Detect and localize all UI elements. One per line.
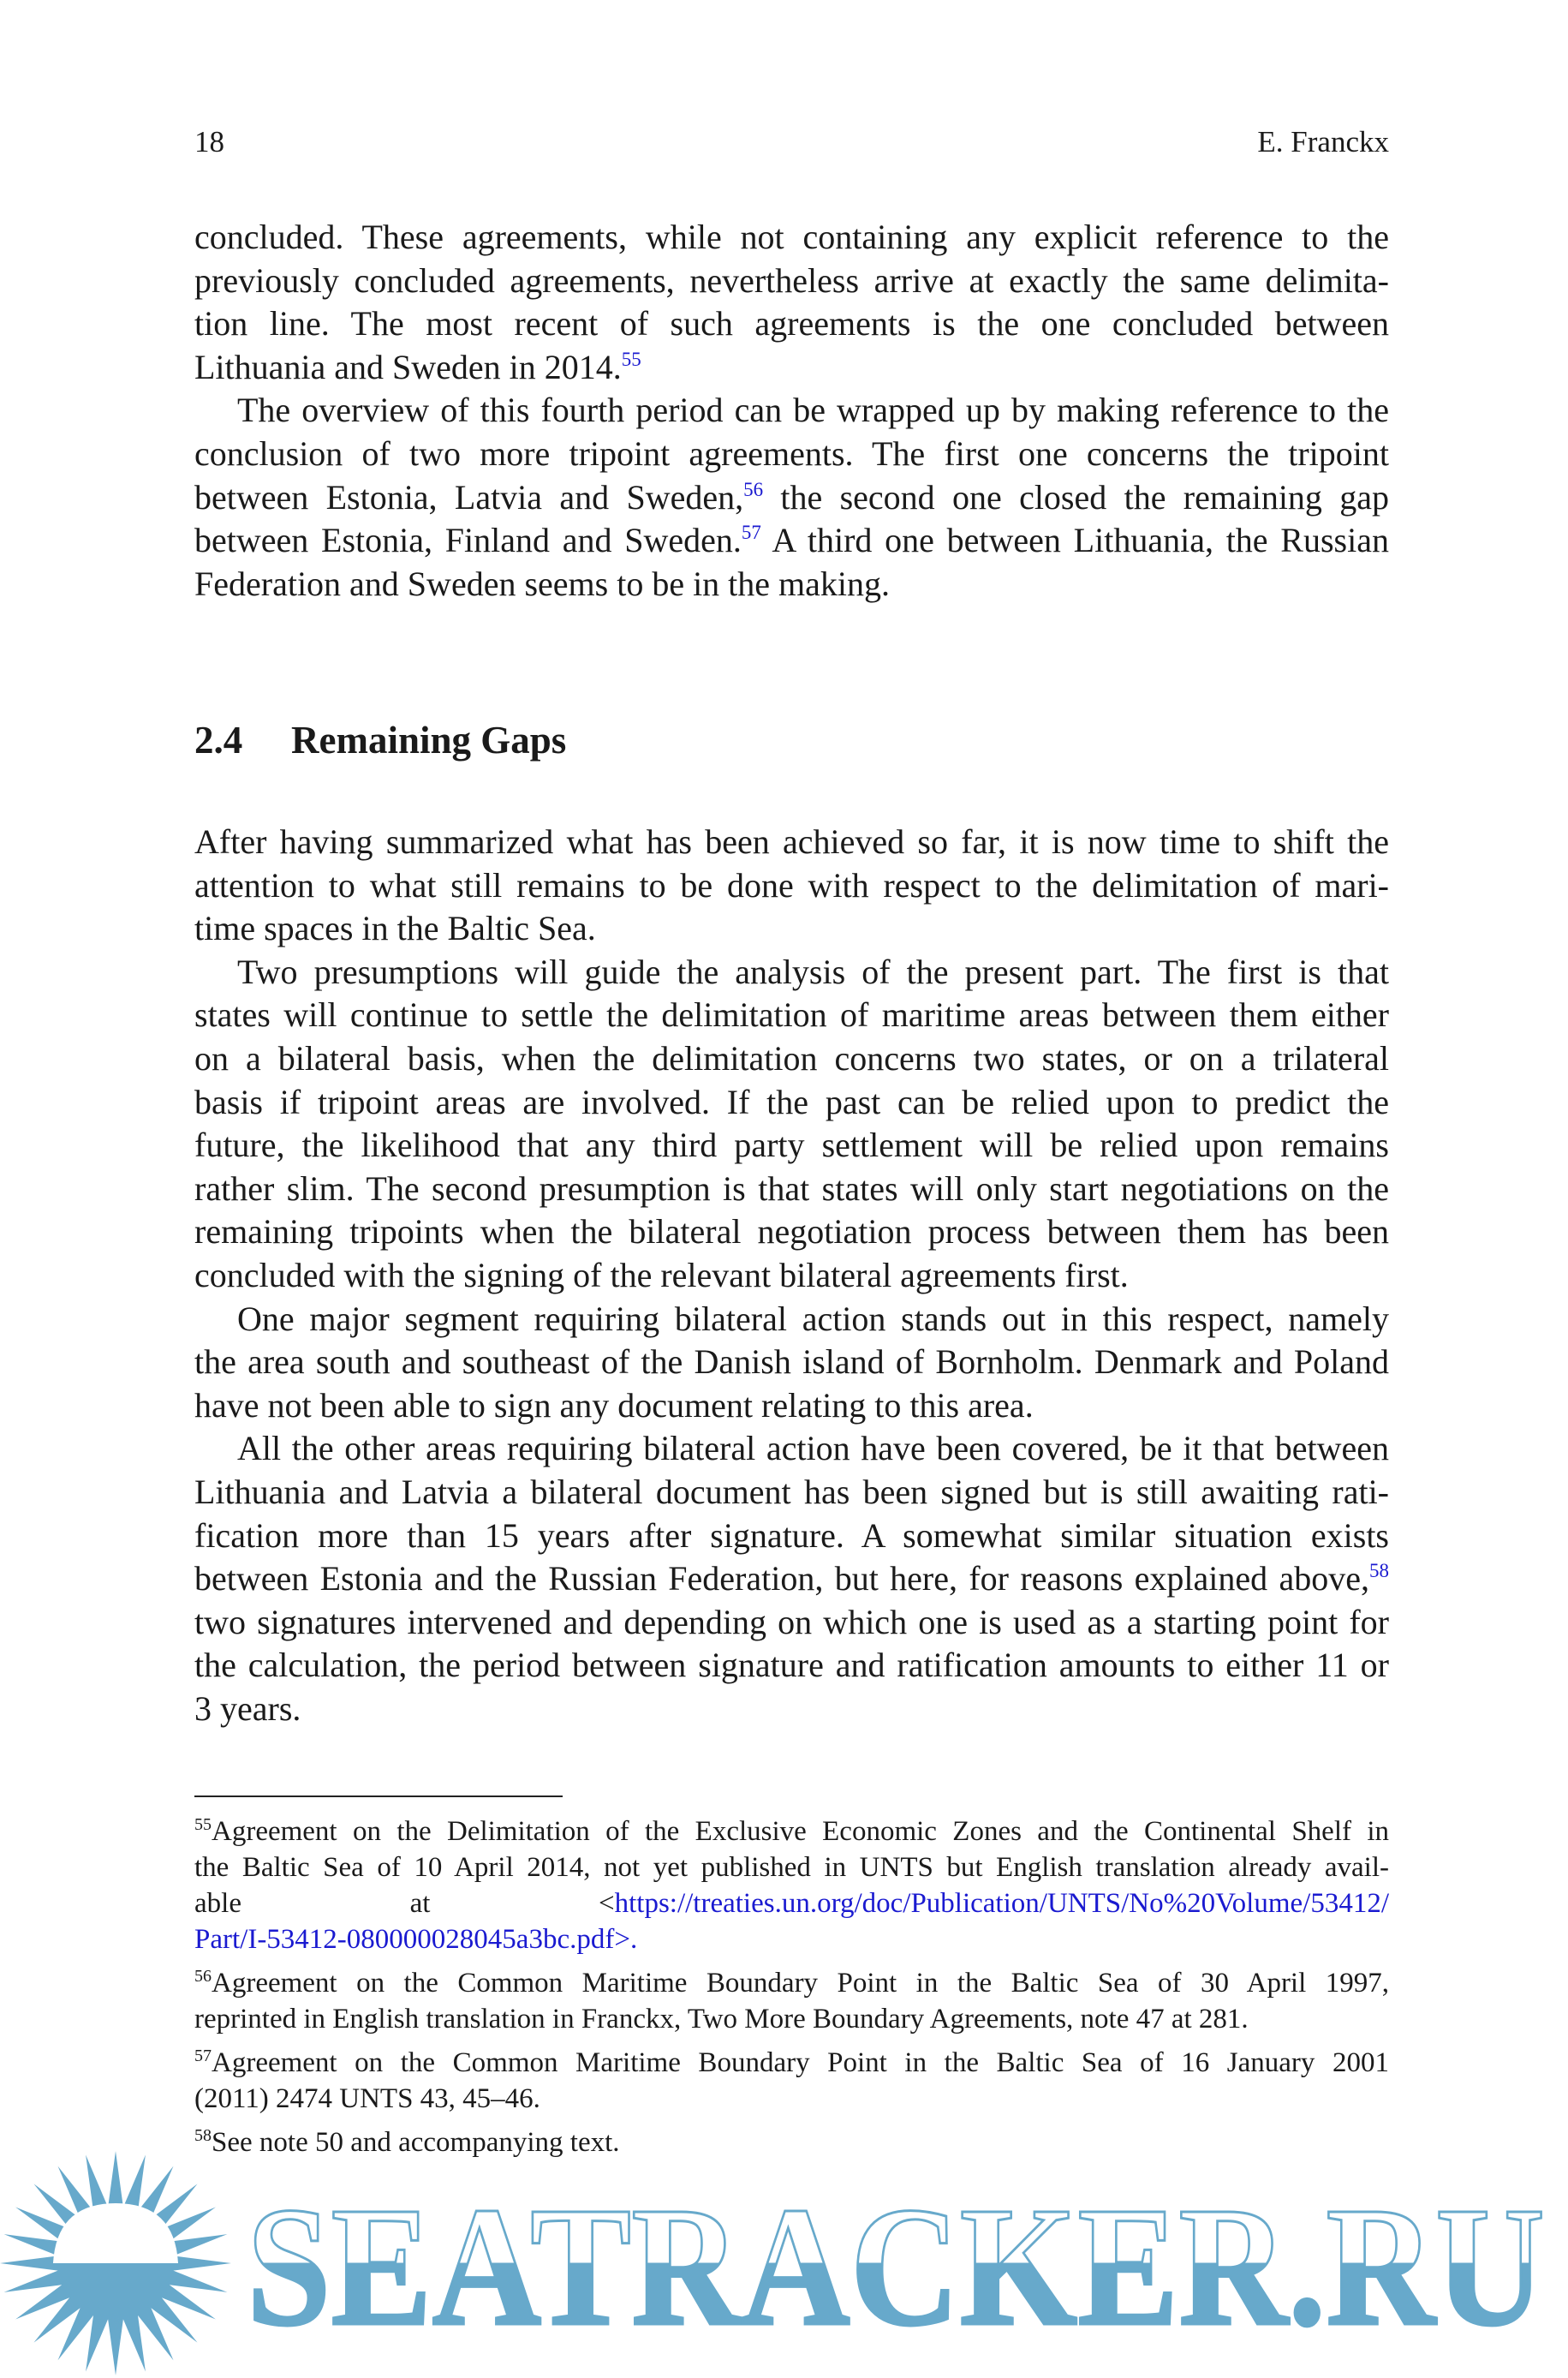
sun-logo-icon: [0, 2151, 231, 2375]
text-segment: the area south and southeast of the Danish island of Bornholm. Denmark and Poland: [194, 1342, 1389, 1382]
text-line: [194, 1921, 1389, 1957]
text-segment: time spaces in the Baltic Sea.: [194, 909, 596, 948]
text-segment: future, the likelihood that any third party settlement will be relied upon remains: [194, 1126, 1389, 1165]
footnote-marker[interactable]: 55: [621, 348, 641, 370]
text-segment: (2011) 2474 UNTS 43, 45–46.: [194, 2083, 540, 2114]
text-line: [194, 2001, 1389, 2037]
text-segment: basis if tripoint areas are involved. If the past can be relied upon to predict the: [194, 1082, 1389, 1121]
text-line: [194, 519, 1389, 563]
text-line: [194, 346, 1389, 390]
paragraph: [194, 389, 1389, 606]
text-segment: conclusion of two more tripoint agreements. The first one concerns the tripoint: [194, 433, 1389, 473]
text-line: [194, 563, 1389, 606]
footnotes: [194, 1813, 1389, 2168]
paragraph: [194, 1965, 1389, 2037]
text-line: [194, 1124, 1389, 1168]
text-line: [194, 907, 1389, 951]
text-segment: the Baltic Sea of 10 April 2014, not yet published in UNTS but English translation already avail-: [194, 1852, 1389, 1883]
page-number: 18: [194, 125, 224, 158]
text-line: [194, 216, 1389, 260]
footnote-marker[interactable]: 57: [741, 522, 761, 544]
text-segment: concluded with the signing of the relevant bilateral agreements first.: [194, 1255, 1129, 1294]
text-segment: After having summarized what has been achieved so far, it is now time to shift the: [194, 822, 1389, 861]
text-segment: concluded. These agreements, while not containing any explicit reference to the: [194, 218, 1389, 256]
paragraph: [194, 2045, 1389, 2117]
text-line: [194, 994, 1389, 1037]
text-segment: between Estonia and the Russian Federation, but here, for reasons explained above,: [194, 1559, 1369, 1598]
text-segment: One major segment requiring bilateral action stands out in this respect, namely: [237, 1299, 1389, 1338]
paragraph: [194, 216, 1389, 389]
text-segment: 3 years.: [194, 1688, 301, 1728]
text-segment: Lithuania and Latvia a bilateral document has been signed but is still awaiting rati-: [194, 1472, 1389, 1511]
text-segment: states will continue to settle the delimitation of maritime areas between them either: [194, 995, 1389, 1035]
text-line: [194, 1813, 1389, 1849]
paragraph: [194, 951, 1389, 1298]
text-line: [194, 1965, 1389, 2001]
text-segment: the second one closed the remaining gap: [763, 477, 1390, 517]
text-line: [194, 1384, 1389, 1428]
text-line: [194, 1688, 1389, 1731]
text-line: [194, 1168, 1389, 1211]
text-segment: reprinted in English translation in Franckx, Two More Boundary Agreements, note 47 at 281.: [194, 2004, 1249, 2034]
text-line: [194, 864, 1389, 908]
footnote-link[interactable]: Part/I-53412-080000028045a3bc.pdf>.: [194, 1924, 638, 1955]
footnote-marker: 55: [194, 1815, 212, 1834]
text-line: [194, 2045, 1389, 2081]
text-line: [194, 1427, 1389, 1471]
text-segment: tion line. The most recent of such agreements is the one concluded between: [194, 304, 1389, 344]
body-text-top: [194, 216, 1389, 606]
text-segment: rather slim. The second presumption is that states will only start negotiations on the: [194, 1168, 1389, 1208]
footnote-marker: 58: [194, 2126, 212, 2145]
text-segment: on a bilateral basis, when the delimitation concerns two states, or on a trilateral: [194, 1038, 1389, 1078]
text-line: [194, 1601, 1389, 1645]
text-segment: two signatures intervened and depending on which one is used as a starting point for: [194, 1602, 1389, 1641]
text-segment: Two presumptions will guide the analysis of the present part. The first is that: [237, 952, 1389, 991]
text-line: [194, 1849, 1389, 1885]
text-line: [194, 1557, 1389, 1601]
footnote-marker[interactable]: 58: [1369, 1560, 1389, 1582]
text-segment: able at <: [194, 1888, 615, 1919]
footnote-marker: 57: [194, 2046, 212, 2065]
text-segment: All the other areas requiring bilateral action have been covered, be it that between: [237, 1429, 1389, 1468]
footnote-marker[interactable]: 56: [743, 478, 764, 500]
text-line: [194, 302, 1389, 346]
text-segment: fication more than 15 years after signature. A somewhat similar situation exists: [194, 1515, 1389, 1555]
text-line: [194, 1298, 1389, 1341]
text-line: [194, 433, 1389, 476]
paragraph: [194, 821, 1389, 951]
footnote-link[interactable]: https://treaties.un.org/doc/Publication/UNTS/No%20Volume/53412/: [614, 1888, 1389, 1919]
text-line: [194, 951, 1389, 995]
text-segment: The overview of this fourth period can be wrapped up by making reference to the: [237, 391, 1389, 430]
text-line: [194, 821, 1389, 864]
text-line: [194, 1081, 1389, 1125]
section-heading: [194, 718, 566, 762]
text-segment: between Estonia, Latvia and Sweden,: [194, 477, 744, 517]
text-segment: attention to what still remains to be done with respect to the delimitation of mari-: [194, 865, 1389, 905]
text-line: [194, 389, 1389, 433]
text-segment: remaining tripoints when the bilateral negotiation process between them has been: [194, 1212, 1389, 1252]
text-segment: See note 50 and accompanying text.: [212, 2127, 620, 2158]
watermark-text: SEATRACKER.RU: [247, 2172, 1545, 2362]
text-line: [194, 1341, 1389, 1384]
paragraph: [194, 1427, 1389, 1730]
running-head-author: E. Franckx: [1257, 125, 1389, 158]
text-segment: Lithuania and Sweden in 2014.: [194, 347, 622, 386]
text-segment: A third one between Lithuania, the Russian: [760, 521, 1389, 560]
text-segment: the calculation, the period between signature and ratification amounts to either 11 or: [194, 1646, 1389, 1685]
footnote-rule: [194, 1795, 563, 1797]
body-text-main: [194, 821, 1389, 1730]
text-line: [194, 1515, 1389, 1558]
text-segment: previously concluded agreements, nevertheless arrive at exactly the same delimita-: [194, 260, 1389, 300]
paragraph: [194, 1298, 1389, 1428]
text-segment: Federation and Sweden seems to be in the making.: [194, 564, 891, 603]
text-line: [194, 1885, 1389, 1921]
text-line: [194, 1254, 1389, 1298]
text-segment: Agreement on the Common Maritime Boundary Point in the Baltic Sea of 30 April 1997,: [212, 1968, 1389, 1999]
text-line: [194, 260, 1389, 303]
text-segment: Agreement on the Common Maritime Boundary Point in the Baltic Sea of 16 January 2001: [212, 2047, 1389, 2078]
paragraph: [194, 1813, 1389, 1957]
text-line: [194, 2081, 1389, 2117]
text-segment: between Estonia, Finland and Sweden.: [194, 521, 742, 560]
section-number: 2.4: [194, 719, 243, 762]
text-line: [194, 1644, 1389, 1688]
text-line: [194, 476, 1389, 520]
footnote-marker: 56: [194, 1967, 212, 1986]
text-line: [194, 1471, 1389, 1515]
section-title: Remaining Gaps: [291, 719, 567, 762]
text-segment: have not been able to sign any document relating to this area.: [194, 1385, 1034, 1425]
text-line: [194, 1210, 1389, 1254]
text-segment: Agreement on the Delimitation of the Exclusive Economic Zones and the Continental Shelf in: [212, 1816, 1389, 1847]
text-line: [194, 1037, 1389, 1081]
seatracker-watermark: [0, 2142, 1568, 2378]
